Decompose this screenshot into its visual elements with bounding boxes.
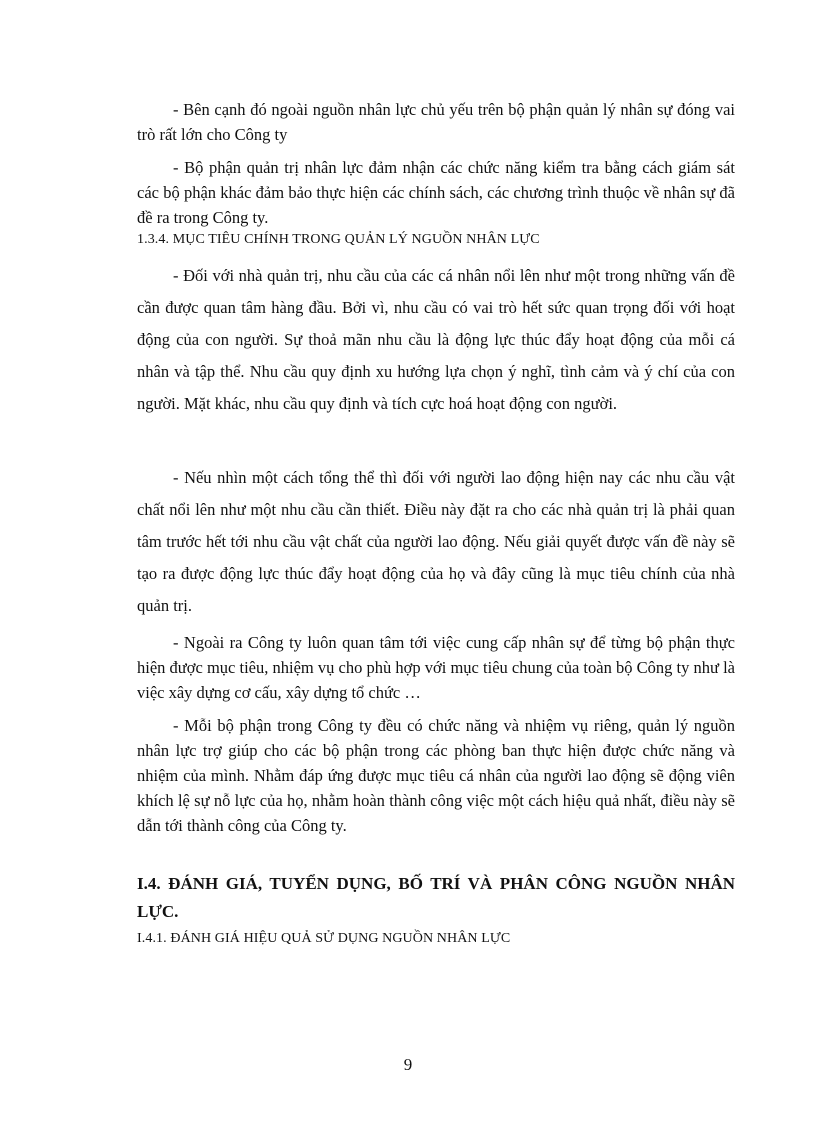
paragraph-material-needs: - Nếu nhìn một cách tổng thể thì đối với người lao động hiện nay các nhu cầu vật chất nổi lên như một nhu cầu cần thiết. Điều này đặt ra cho các nhà quản trị là phải quan tâm trước hết tới nhu cầu vật chất của người lao động. Nếu giải quyết được vấn đề này sẽ tạo ra được động lực thúc đẩy hoạt động của họ và đây cũng là mục tiêu chính của nhà quản trị. [137,468,735,615]
paragraph-department-functions: - Mỗi bộ phận trong Công ty đều có chức năng và nhiệm vụ riêng, quản lý nguồn nhân lực trợ giúp cho các bộ phận trong các phòng ban thực hiện được chức năng và nhiệm của mình. Nhằm đáp ứng được mục tiêu cá nhân của người lao động sẽ động viên khích lệ sự nỗ lực của họ, nhằm hoàn thành công việc một cách hiệu quả nhất, điều này sẽ dẫn tới thành công của Công ty. [137,716,735,835]
paragraph-staffing: - Ngoài ra Công ty luôn quan tâm tới việc cung cấp nhân sự để từng bộ phận thực hiện được mục tiêu, nhiệm vụ cho phù hợp với mục tiêu chung của toàn bộ Công ty như là việc xây dựng cơ cấu, xây dựng tổ chức … [137,633,735,702]
paragraph-hr-role: - Bên cạnh đó ngoài nguồn nhân lực chủ yếu trên bộ phận quản lý nhân sự đóng vai trò rất lớn cho Công ty [137,100,735,144]
section-heading-1-4: I.4. ĐÁNH GIÁ, TUYỂN DỤNG, BỐ TRÍ VÀ PHÂN CÔNG NGUỒN NHÂN LỰC. [137,874,735,921]
paragraph-manager-needs: - Đối với nhà quản trị, nhu cầu của các cá nhân nổi lên như một trong những vấn đề cần được quan tâm hàng đầu. Bởi vì, nhu cầu có vai trò hết sức quan trọng đối với hoạt động của con người. Sự thoả mãn nhu cầu là động lực thúc đẩy hoạt động của mỗi cá nhân và tập thể. Nhu cầu quy định xu hướng lựa chọn ý nghĩ, tình cảm và ý chí của con người. Mặt khác, nhu cầu quy định và tích cực hoá hoạt động con người. [137,266,735,413]
section-heading-1-4-1: I.4.1. ĐÁNH GIÁ HIỆU QUẢ SỬ DỤNG NGUỒN NHÂN LỰC [137,931,511,946]
page-number: 9 [403,1055,413,1074]
paragraph-hr-supervision: - Bộ phận quản trị nhân lực đảm nhận các chức năng kiểm tra bằng cách giám sát các bộ phận khác đảm bảo thực hiện các chính sách, các chương trình thuộc về nhân sự đã đề ra trong Công ty. [137,158,735,227]
section-heading-1-3-4: 1.3.4. MỤC TIÊU CHÍNH TRONG QUẢN LÝ NGUỒN NHÂN LỰC [137,232,540,247]
